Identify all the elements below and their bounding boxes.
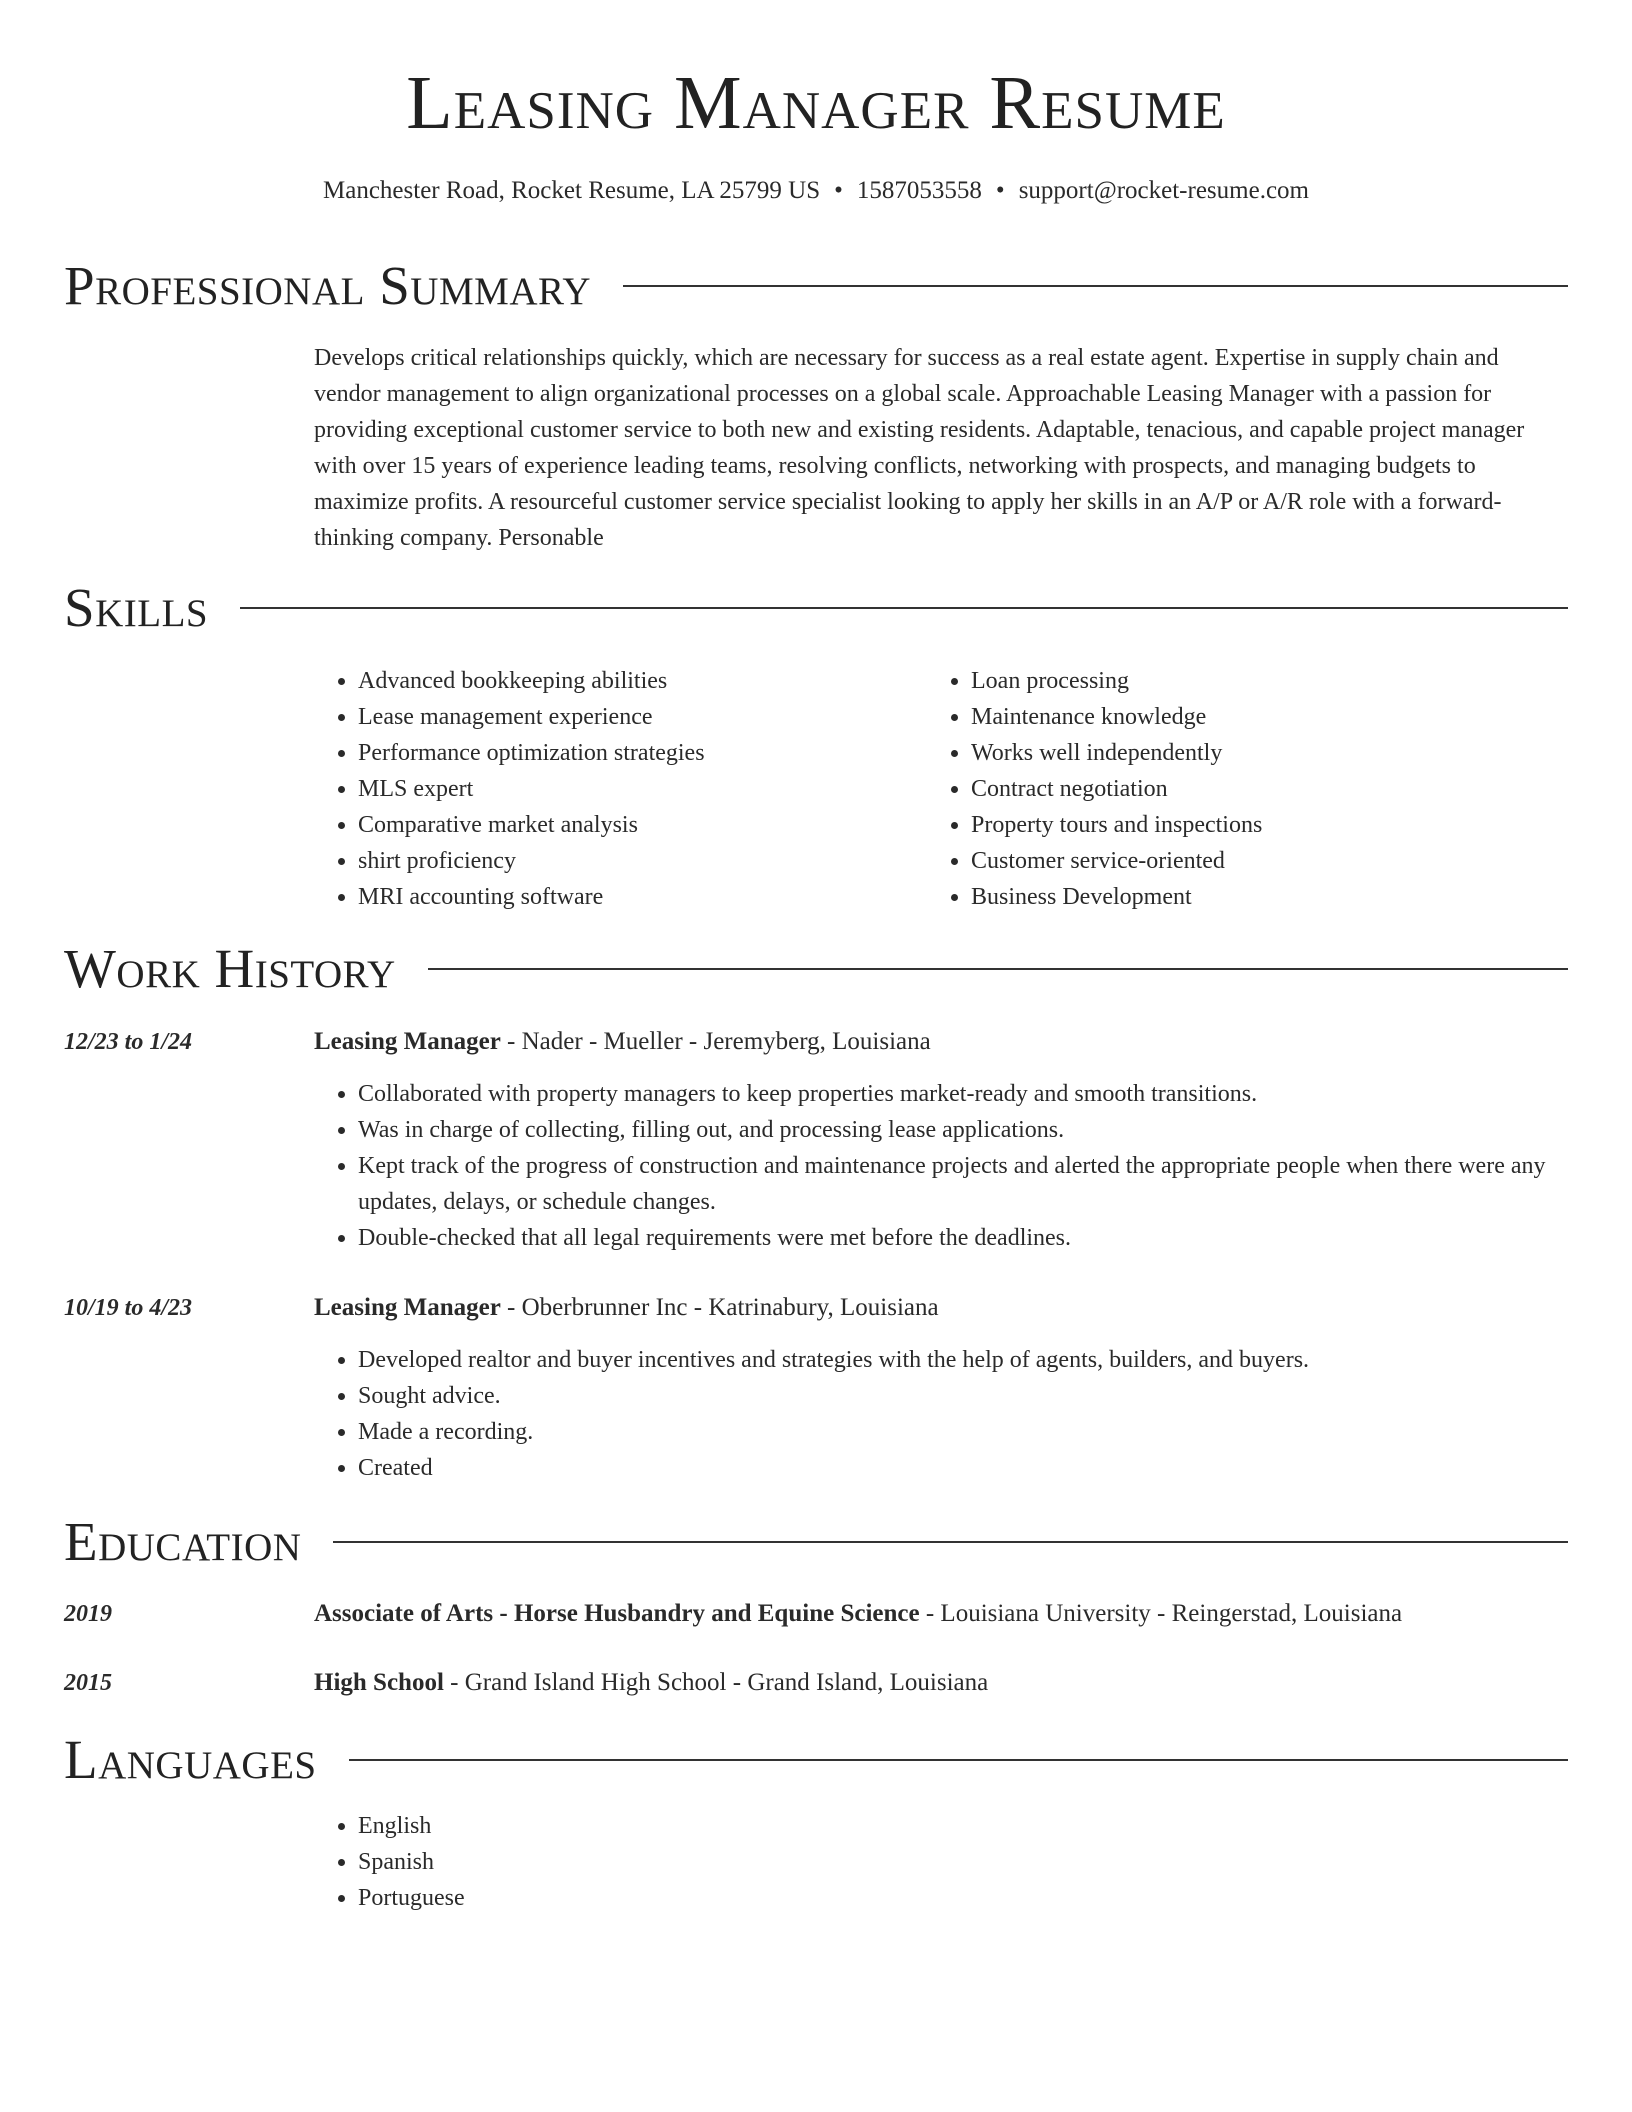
education-entry	[314, 1665, 988, 1701]
section-header-summary	[64, 254, 1568, 318]
contact-email[interactable]: support@rocket-resume.com	[1018, 177, 1309, 204]
skills-column-left	[314, 663, 914, 915]
section-title-education: Education	[64, 1511, 302, 1572]
job-heading	[314, 1024, 931, 1060]
job-duties	[314, 1342, 1568, 1486]
language-item: • Portuguese	[358, 1880, 1568, 1916]
skill-item: • Performance optimization strategies	[358, 735, 914, 771]
skill-item: • Works well independently	[971, 735, 1568, 771]
skill-item: • Business Development	[971, 879, 1568, 915]
education-entry	[314, 1596, 1402, 1632]
skill-item: • Loan processing	[971, 663, 1568, 699]
skill-item: • Property tours and inspections	[971, 807, 1568, 843]
summary-text: Develops critical relationships quickly, which are necessary for success as a real estate agent. Expertise in supply chain and vendor management to align organizational processes on a global scale. Approachable Leasing Manager with a passion for providing exceptional customer service to both new and existing residents. Adaptable, tenacious, and capable project manager with over 15 years of experience leading teams, resolving conflicts, networking with prospects, and managing budgets to maximize profits. A resourceful customer service specialist looking to apply her skills in an A/P or A/R role with a forward-thinking company. Personable	[314, 345, 1525, 551]
job-title: Leasing Manager	[314, 1294, 501, 1321]
job-employer: - Oberbrunner Inc - Katrinabury, Louisiana	[500, 1294, 939, 1321]
skill-item: • Comparative market analysis	[358, 807, 914, 843]
education-degree: High School	[314, 1669, 444, 1696]
job-duty-item: • Kept track of the progress of construction and maintenance projects and alerted the appropriate people when there were any updates, delays, or schedule changes.	[358, 1148, 1568, 1220]
education-school: - Grand Island High School - Grand Island, Louisiana	[443, 1669, 989, 1696]
skill-item: • Customer service-oriented	[971, 843, 1568, 879]
contact-address: Manchester Road, Rocket Resume, LA 25799 US	[323, 177, 821, 204]
skill-item: • Contract negotiation	[971, 771, 1568, 807]
section-header-skills	[64, 576, 1568, 640]
skills-column-right	[927, 663, 1568, 915]
job-heading	[314, 1290, 939, 1326]
contact-line	[0, 174, 1632, 208]
section-divider	[428, 968, 1568, 970]
section-title-summary: Professional Summary	[64, 255, 592, 316]
education-school: - Louisiana University - Reingerstad, Louisiana	[919, 1600, 1403, 1627]
job-title: Leasing Manager	[314, 1028, 501, 1055]
job-duty-item: • Collaborated with property managers to keep properties market-ready and smooth transitions.	[358, 1076, 1568, 1112]
contact-separator: •	[834, 177, 843, 204]
job-employer: - Nader - Mueller - Jeremyberg, Louisiana	[500, 1028, 931, 1055]
section-header-work-history	[64, 937, 1568, 1001]
skill-item: • Maintenance knowledge	[971, 699, 1568, 735]
job-duty-item: • Double-checked that all legal requirements were met before the deadlines.	[358, 1220, 1568, 1256]
section-header-education	[64, 1510, 1568, 1574]
job-dates: 10/19 to 4/23	[64, 1295, 193, 1321]
job-duty-item: • Sought advice.	[358, 1378, 1568, 1414]
section-title-languages: Languages	[64, 1729, 317, 1790]
section-header-languages	[64, 1728, 1568, 1792]
section-divider	[623, 285, 1568, 287]
education-year: 2015	[64, 1670, 112, 1696]
job-duty-item: • Developed realtor and buyer incentives and strategies with the help of agents, builders, and buyers.	[358, 1342, 1568, 1378]
contact-separator: •	[995, 177, 1005, 204]
section-divider	[349, 1759, 1568, 1761]
section-divider	[333, 1541, 1568, 1543]
job-duty-item: • Made a recording.	[358, 1414, 1568, 1450]
education-degree: Associate of Arts - Horse Husbandry and Equine Science	[314, 1600, 920, 1627]
skill-item: • MLS expert	[358, 771, 914, 807]
section-title-skills: Skills	[64, 577, 209, 638]
skill-item: • Advanced bookkeeping abilities	[358, 663, 914, 699]
job-dates: 12/23 to 1/24	[64, 1029, 193, 1055]
job-duty-item: • Was in charge of collecting, filling out, and processing lease applications.	[358, 1112, 1568, 1148]
languages-list	[314, 1808, 1568, 1916]
skill-item: • MRI accounting software	[358, 879, 914, 915]
section-title-work-history: Work History	[64, 938, 396, 999]
language-item: • English	[358, 1808, 1568, 1844]
skill-item: • Lease management experience	[358, 699, 914, 735]
language-item: • Spanish	[358, 1844, 1568, 1880]
job-duties	[314, 1076, 1568, 1256]
education-year: 2019	[64, 1601, 112, 1627]
resume-title: Leasing Manager Resume	[406, 61, 1226, 145]
job-duty-item: • Created	[358, 1450, 1568, 1486]
contact-phone: 1587053558	[856, 177, 982, 204]
skill-item: • shirt proficiency	[358, 843, 914, 879]
section-divider	[240, 607, 1568, 609]
